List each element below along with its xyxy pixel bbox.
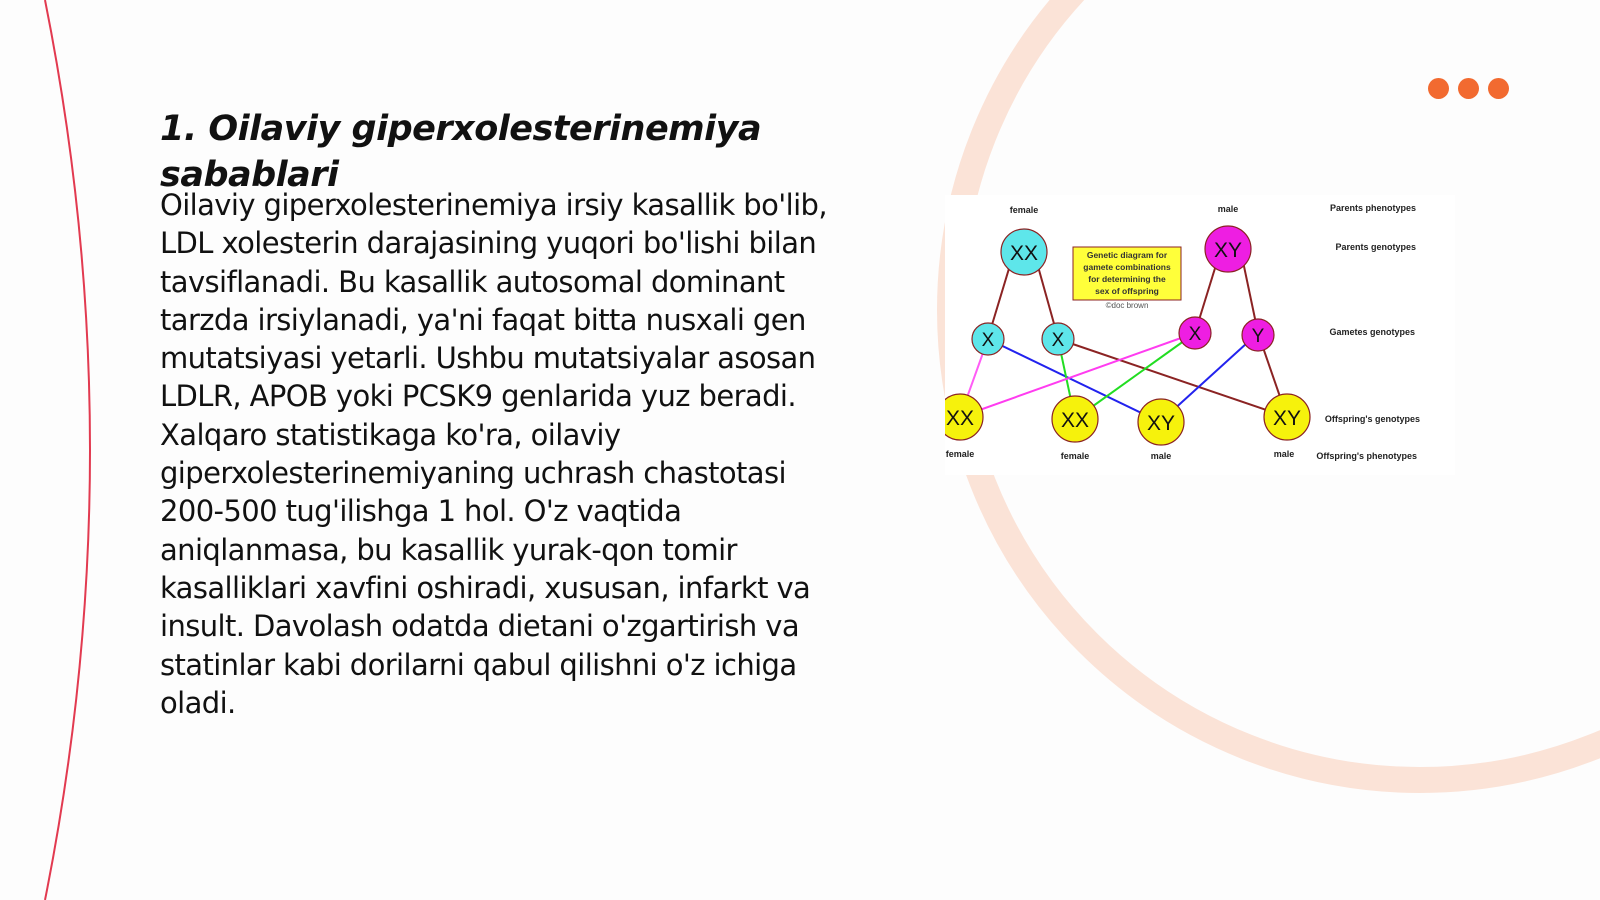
parent-female-label: female [1009, 205, 1039, 215]
row-label-offspring-genotypes: Offspring's genotypes [1324, 414, 1420, 424]
dot [1488, 78, 1509, 99]
note-line-1: Genetic diagram for [1086, 250, 1168, 260]
gamete-genotype: Y [1251, 326, 1265, 347]
offspring-sex-label: female [1060, 451, 1090, 461]
gamete-node [1179, 317, 1211, 349]
diagram-note [1073, 247, 1181, 310]
parent-male-genotype: XY [1213, 239, 1243, 262]
offspring-genotype: XY [1146, 412, 1176, 435]
gamete-genotype: X [1188, 324, 1202, 345]
offspring-genotype: XX [945, 407, 975, 430]
parent-female-node [1001, 229, 1047, 275]
note-line-2: gamete combinations [1083, 262, 1171, 272]
genetic-diagram [945, 195, 1455, 475]
more-dots-icon [1428, 78, 1509, 99]
slide-body-text: Oilaviy giperxolesterinemiya irsiy kasallik bo'lib, LDL xolesterin darajasining yuqori bo'lishi bilan tavsiflanadi. Bu kasallik autosomal dominant tarzda irsiylanadi, ya'ni faqat bitta nusxali gen mutatsiyasi yetarli. Ushbu mutatsiyalar asosan LDLR, APOB yoki PCSK9 genlarida yuz beradi. Xalqaro statistikaga ko'ra, oilaviy giperxolesterinemiyaning uchrash chastotasi 200-500 tug'ilishga 1 hol. O'z vaqtida aniqlanmasa, bu kasallik yurak-qon tomir kasalliklari xavfini oshiradi, xususan, infarkt va insult. Davolash odatda dietani o'zgartirish va statinlar kabi dorilarni qabul qilishni o'z ichiga oladi. [160, 188, 827, 720]
parent-male-node [1205, 226, 1251, 272]
offspring-sex-label: female [945, 449, 975, 459]
offspring-genotype: XX [1060, 409, 1090, 432]
dot [1458, 78, 1479, 99]
dot [1428, 78, 1449, 99]
row-label-parents-genotypes: Parents genotypes [1335, 242, 1416, 252]
parent-female-genotype: XX [1009, 242, 1039, 265]
note-line-4: sex of offspring [1095, 286, 1159, 296]
offspring-node [1138, 399, 1184, 445]
gamete-genotype: X [1051, 330, 1065, 351]
slide-title: 1. Oilaviy giperxolesterinemiya sabablari [160, 109, 762, 195]
row-label-parents-phenotypes: Parents phenotypes [1329, 203, 1416, 213]
gamete-genotype: X [981, 330, 995, 351]
gamete-node [1042, 323, 1074, 355]
row-label-gametes-genotypes: Gametes genotypes [1329, 327, 1415, 337]
note-line-3: for determining the [1088, 274, 1166, 284]
note-credit: ©doc brown [1105, 301, 1149, 310]
gamete-node [972, 323, 1004, 355]
left-curve-line [45, 0, 90, 900]
offspring-genotype: XY [1272, 407, 1302, 430]
cross-lines [960, 333, 1287, 422]
gamete-node [1242, 319, 1274, 351]
parent-male-label: male [1217, 204, 1239, 214]
offspring-node [945, 394, 983, 440]
offspring-node [1052, 396, 1098, 442]
offspring-sex-label: male [1150, 451, 1172, 461]
offspring-node [1264, 394, 1310, 440]
offspring-sex-label: male [1273, 449, 1295, 459]
row-label-offspring-phenotypes: Offspring's phenotypes [1316, 451, 1417, 461]
